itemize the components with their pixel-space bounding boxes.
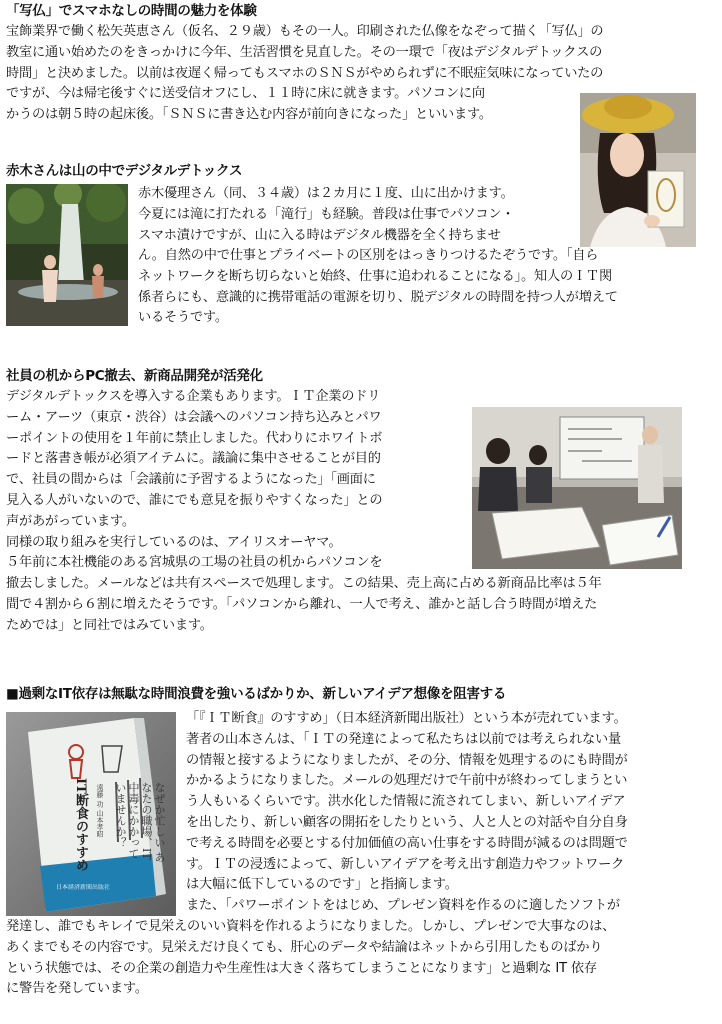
text-line: デジタルデトックスを導入する企業もあります。ＩＴ企業のドリ [6,389,381,404]
section-heading-akagi: 赤木さんは山の中でデジタルデトックス [6,163,243,179]
text-line: かうのは朝５時の起床後。「ＳＮＳに書き込む内容が前向きになった」といいます。 [6,107,492,123]
text-line: 撤去しました。メールなどは共有スペースで処理します。この結果、売上高に占める新商品比率は５年 [6,576,602,591]
book-tagline: なぜか忙しい あなたの職場、IT中毒にかかっていませんか？ [114,782,166,863]
text-line: 「『ＩＴ断食』のすすめ」（日本経済新聞出版社）という本が売れています。 [186,711,627,726]
text-line: ん。自然の中で仕事とプライベートの区別をはっきりつけるたぞうです。「自ら [138,248,599,263]
text-line: 声があがっています。 [6,513,135,529]
section-body-akagi-lower [138,246,716,329]
photo-book-cover [6,712,176,916]
text-line: 今夏には滝に打たれる「滝行」も経験。普段は仕事でパソコン・ [138,206,515,222]
section-heading-it-dependence: ■過剰なIT依存は無駄な時間浪費を強いるばかりか、新しいアイデア想像を阻害する [6,686,507,702]
text-line: 時間」と決めました。以前は夜遅く帰ってもスマホのＳＮＳがやめられずに不眠症気味になっていたの [6,65,604,81]
text-line: す。ＩＴの浸透によって、新しいアイデアを考え出す創造力やフットワーク [186,856,625,872]
text-line: で考える時間を必要とする付加価値の高い仕事をする時間が減るのは問題で [186,835,628,851]
text-line: ですが、今は帰宅後すぐに送受信オフにし、１１時に床に就きます。パソコンに向 [6,86,485,102]
text-line: 宝飾業界で働く松矢英恵さん（仮名、２９歳）もその一人。印刷された仏像をなぞって描く「写仏」の [6,24,604,39]
section-heading-pc-removal: 社員の机からPC撤去、新商品開発が活発化 [6,368,263,384]
section-body-akagi-upper [138,184,716,246]
text-line: ネットワークを断ち切らないと始終、仕事に追われることになる」。知人のＩＴ関 [138,268,612,284]
text-line: 教室に通い始めたのをきっかけに今年、生活習慣を見直した。その一環で「夜はデジタルデトックスの [6,44,603,60]
text-line: ーポイントの使用を１年前に禁止しました。代わりにホワイトボ [6,430,383,446]
section-body-pc-removal-upper [6,387,466,574]
text-line: かかるようになりました。メールの処理だけで午前中が終わってしまうとい [186,773,628,789]
section-heading-shabutsu: 「写仏」でスマホなしの時間の魅力を体験 [6,3,257,19]
book-title: IT断食のすすめ [73,778,88,872]
text-line: 赤木優理さん（同、３４歳）は２カ月に１度、山に出かけます。 [138,186,514,201]
text-line: ５年前に本社機能のある宮城県の工場の社員の机からパソコンを [6,555,383,571]
section-body-it-dependence-lower [6,917,716,1000]
text-line: ためでは」と同社ではみています。 [6,617,213,633]
text-line: は大幅に低下しているのです」と指摘します。 [186,877,458,893]
text-line: の情報と接するようになりましたが、その分、情報を処理するのにも時間が [186,752,628,768]
photo-waterfall-ascetic [6,184,128,326]
photo-meeting-whiteboard [472,407,682,569]
book-authors: 遠藤 功 山本孝昭 [96,784,104,838]
text-line: いるそうです。 [138,310,228,326]
section-body-pc-removal-lower [6,574,716,636]
text-line: う人もいるくらいです。洪水化した情報に流されてしまい、新しいアイデア [186,794,626,810]
text-line: 係者らにも、意識的に携帯電話の電源を切り、脱デジタルの時間を持つ人が増えて [138,289,618,305]
text-line: スマホ漬けですが、山に入る時はデジタル機器を全く持ちませ [138,227,501,243]
text-line: あくまでもその内容です。見栄えだけ良くても、肝心のデータや結論はネットから引用したものばかり [6,939,603,955]
text-line: 間で４割から６割に増えたそうです。「パソコンから離れ、一人で考え、誰かと話し合う時間が増えた [6,596,598,612]
text-line: を出したり、新しい顧客の開拓をしたりという、人と人との対話や自分自身 [186,814,628,830]
book-publisher: 日本経済新聞出版社 [56,884,111,891]
text-line: という状態では、その企業の創造力や生産性は大きく落ちてしまうことになります」と過剰な IT 依存 [6,960,597,976]
text-line: に警告を発しています。 [6,981,148,997]
text-line: 著者の山本さんは、「ＩＴの発達によって私たちは以前では考えられない量 [186,731,621,747]
text-line: で、社員の間からは「会議前に予習するようになった」「画面に [6,472,376,488]
text-line: 見入る人がいないので、誰にでも意見を振りやすくなった」との [6,492,383,508]
text-line: 発達し、誰でもキレイで見栄えのいい資料を作れるようになりました。しかし、プレゼンで大事なのは、 [6,919,616,934]
text-line: 同様の取り組みを実行しているのは、アイリスオーヤマ。 [6,534,342,550]
section-body-it-dependence-upper [186,709,716,917]
text-line: また、「パワーポイントをはじめ、プレゼン資料を作るのに適したソフトが [186,898,620,914]
text-line: ーム・アーツ（東京・渋谷）は会議へのパソコン持ち込みとパワ [6,409,382,425]
text-line: ードと落書き帳が必須アイテムに。議論に集中させることが目的 [6,451,381,467]
